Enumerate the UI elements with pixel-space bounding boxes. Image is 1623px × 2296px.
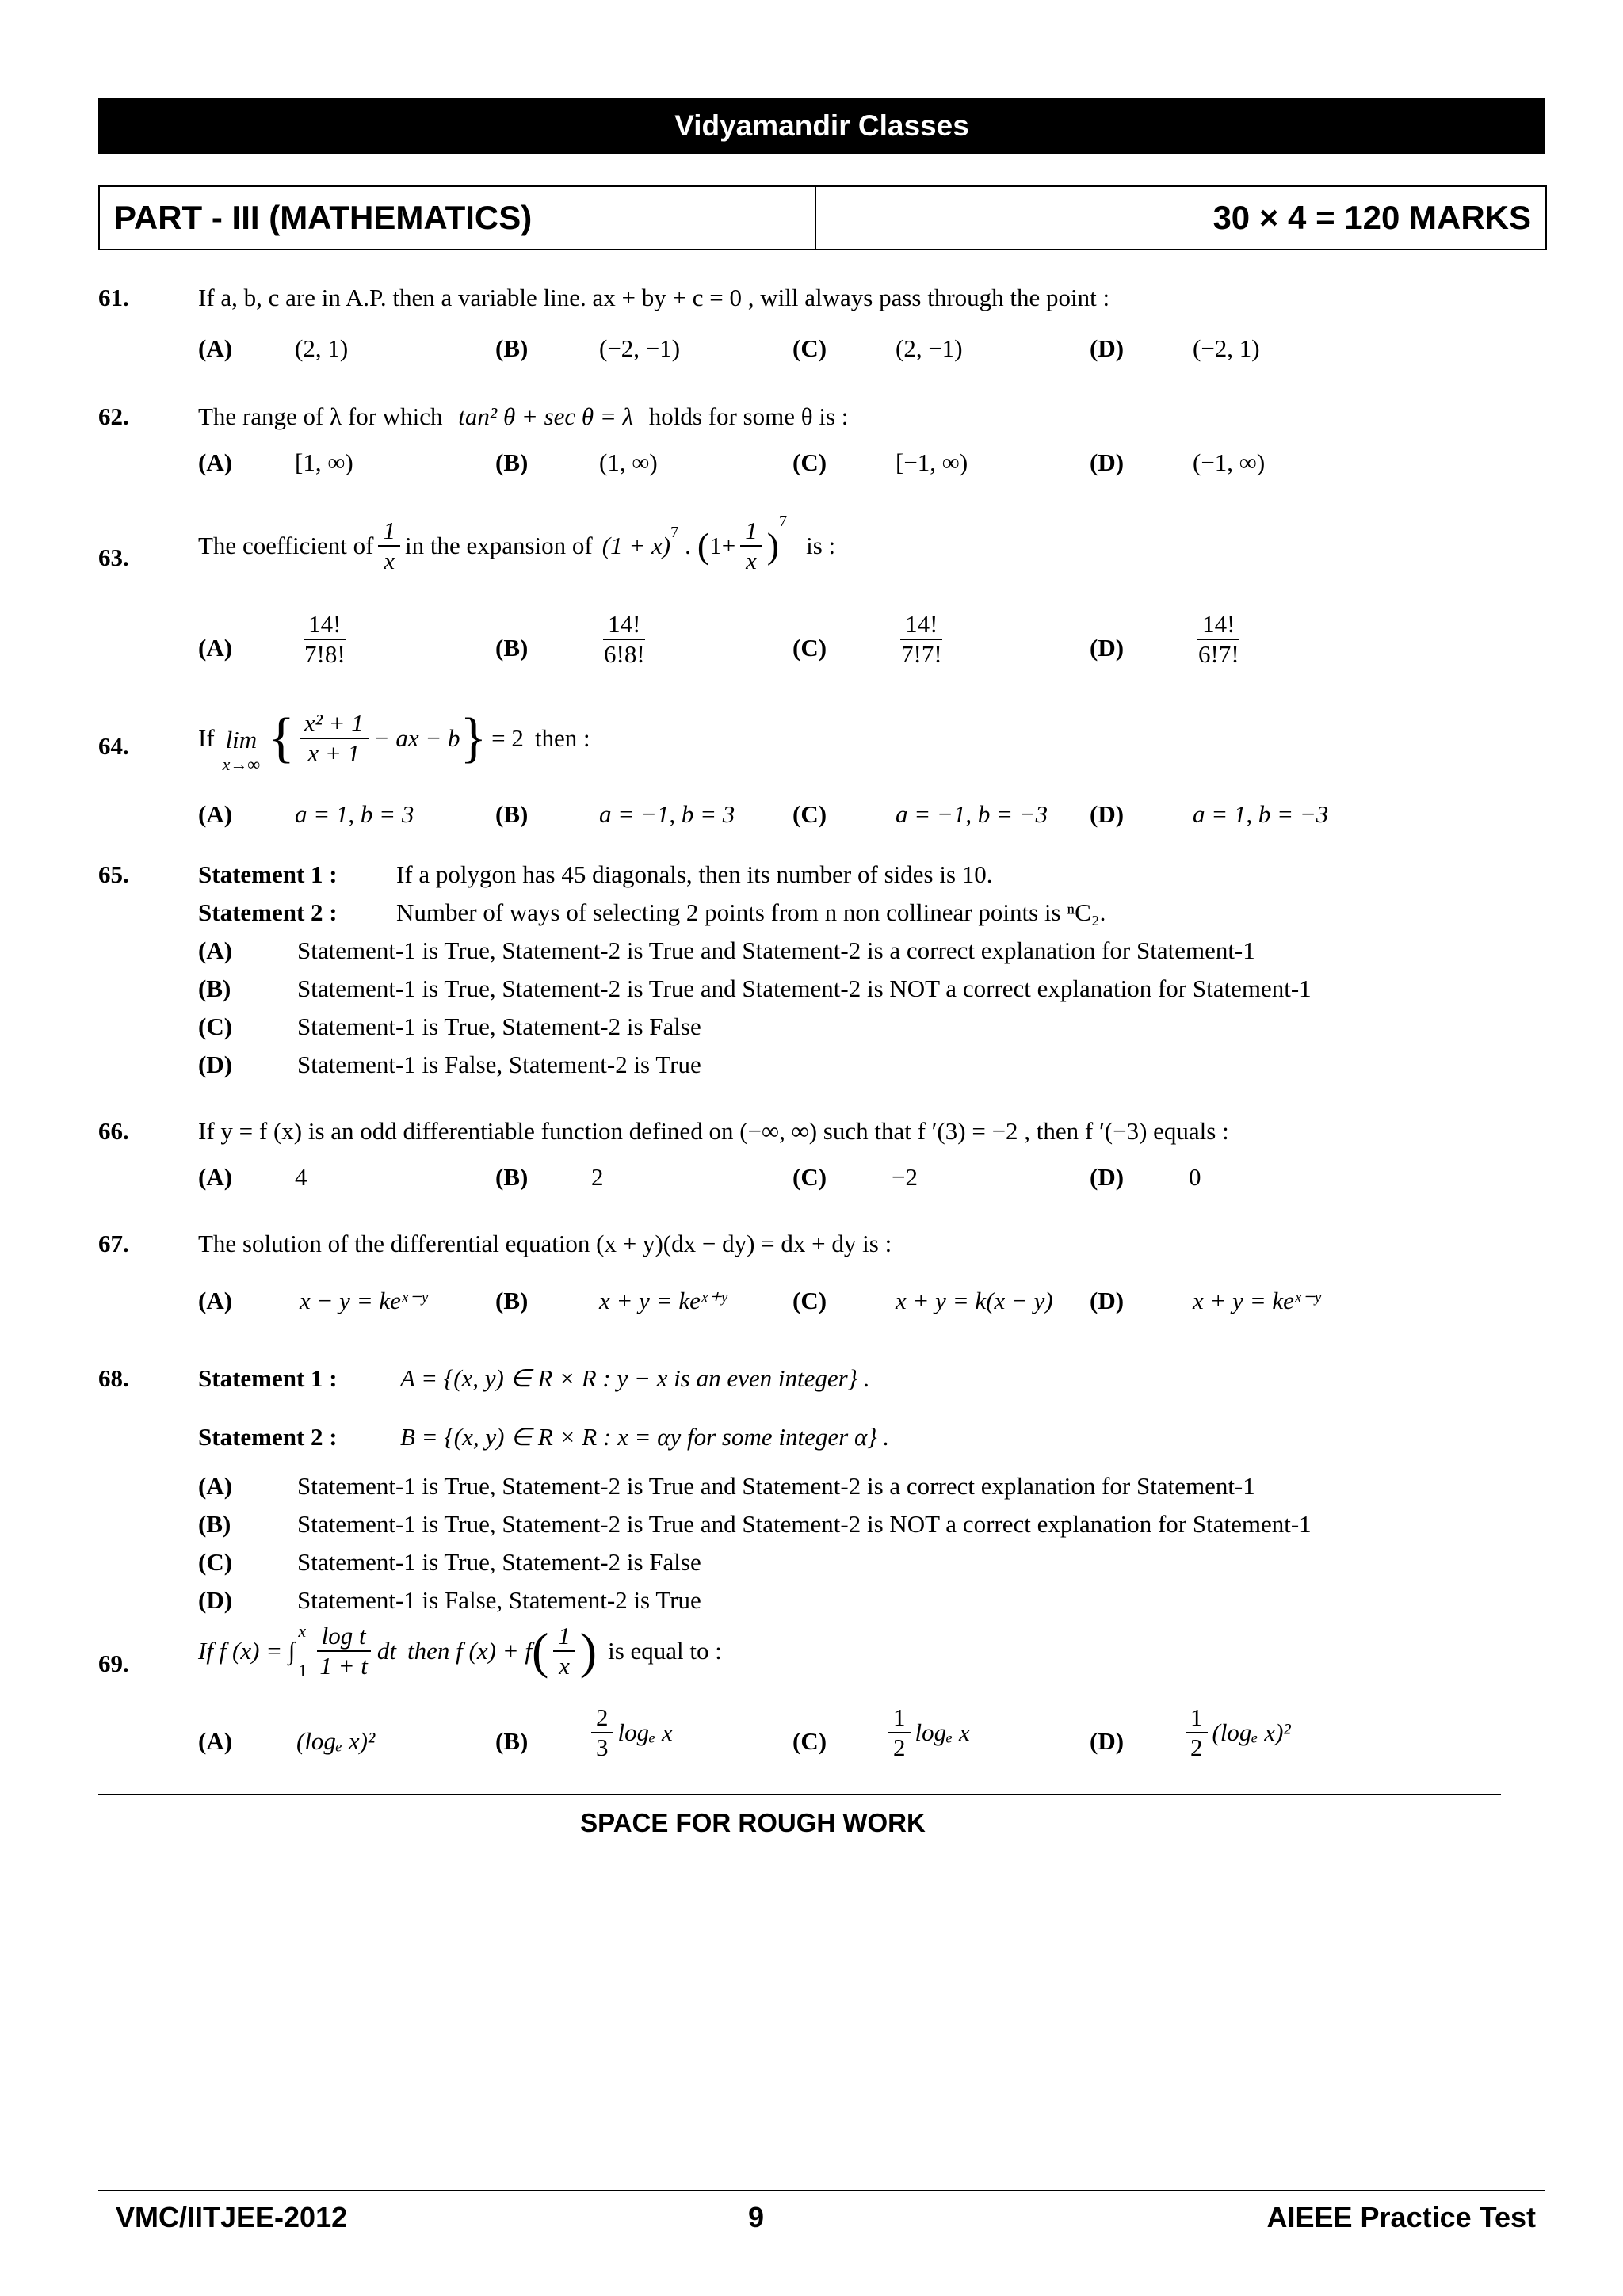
integral-upper: x (298, 1621, 307, 1641)
stem-dot: . (685, 531, 691, 559)
question-number: 61. (98, 284, 129, 311)
option-label-a: (A) (198, 334, 233, 362)
option-c: [−1, ∞) (896, 448, 968, 476)
option-label-b: (B) (495, 334, 529, 362)
option-numerator: 14! (304, 610, 346, 640)
option-b: Statement-1 is True, Statement-2 is True and Statement-2 is NOT a correct explanation for Statement-1 (297, 1510, 1312, 1538)
option-c: Statement-1 is True, Statement-2 is False (297, 1548, 701, 1576)
fraction (315, 1622, 372, 1680)
option-b: Statement-1 is True, Statement-2 is True and Statement-2 is NOT a correct explanation for Statement-1 (297, 974, 1312, 1002)
option-label-d: (D) (1090, 1163, 1125, 1191)
fraction-numerator: log t (317, 1622, 371, 1652)
option-label-b: (B) (495, 800, 529, 828)
option-a: Statement-1 is True, Statement-2 is True and Statement-2 is a correct explanation for Statement-1 (297, 1472, 1255, 1500)
option-denominator: 2 (893, 1733, 906, 1761)
option-b: (1, ∞) (599, 448, 658, 476)
question-number: 69. (98, 1650, 129, 1677)
option-denominator: 7!8! (304, 639, 346, 668)
option-a: x − y = keˣ⁻ʸ (300, 1287, 427, 1314)
option-a: [1, ∞) (295, 448, 353, 476)
header-bar (98, 98, 1545, 154)
option-label-a: (A) (198, 634, 233, 662)
option-label-a: (A) (198, 1287, 233, 1314)
statement-1: If a polygon has 45 diagonals, then its number of sides is 10. (396, 860, 993, 888)
fraction (378, 517, 400, 574)
option-b: (−2, −1) (599, 334, 681, 362)
limit (223, 702, 260, 775)
option-tail: logₑ x (915, 1718, 970, 1746)
option-label-c: (C) (792, 448, 827, 476)
question-stem (198, 702, 590, 775)
option-numerator: 1 (888, 1703, 911, 1733)
option-a: 4 (295, 1163, 307, 1191)
option-label-c: (C) (792, 634, 827, 662)
stem-pre: If (198, 724, 215, 752)
option-label-b: (B) (495, 634, 529, 662)
option-label-b: (B) (495, 448, 529, 476)
option-label-a: (A) (198, 936, 233, 964)
option-denominator: 6!8! (604, 639, 645, 668)
option-numerator: 14! (603, 610, 645, 640)
stem-equals: = 2 (491, 724, 524, 752)
option-label-d: (D) (1090, 448, 1125, 476)
option-label-b: (B) (495, 1163, 529, 1191)
question-number: 63. (98, 543, 129, 571)
option-label-c: (C) (792, 800, 827, 828)
stem-mid: in the expansion of (404, 531, 593, 559)
option-label-b: (B) (198, 1510, 231, 1538)
stem-pre: If f (x) = ∫ (198, 1637, 296, 1665)
option-c (892, 610, 952, 668)
stem-exponent: 7 (670, 524, 679, 542)
footer-right: AIEEE Practice Test (1266, 2201, 1536, 2233)
option-numerator: 1 (1186, 1703, 1208, 1733)
option-c: −2 (892, 1163, 918, 1191)
stem-mid: then f (x) + f (407, 1637, 532, 1665)
paren-open: ( (531, 1623, 549, 1679)
question-number: 62. (98, 402, 129, 430)
question-number: 66. (98, 1117, 129, 1145)
option-d: (−1, ∞) (1193, 448, 1266, 476)
option-label-a: (A) (198, 1727, 233, 1755)
fraction-numerator: 1 (553, 1622, 575, 1652)
fraction-denominator: x + 1 (307, 739, 361, 767)
fraction-denominator: x (384, 546, 395, 574)
question-stem (198, 1621, 722, 1681)
option-label-d: (D) (1090, 1727, 1125, 1755)
fraction (740, 517, 762, 574)
stem-expression: (1 + x) (601, 531, 671, 559)
option-a: (2, 1) (295, 334, 349, 362)
fraction (300, 709, 369, 767)
stem-post: holds for some θ is : (648, 402, 849, 430)
statement-2-label: Statement 2 : (198, 1423, 338, 1451)
integral-lower: 1 (298, 1661, 307, 1680)
paren-open: ( (697, 525, 710, 566)
option-numerator: 14! (900, 610, 942, 640)
option-tail: (logₑ x)² (1212, 1718, 1291, 1746)
option-d: a = 1, b = −3 (1193, 800, 1329, 828)
option-numerator: 14! (1197, 610, 1239, 640)
paren-close: ) (579, 1623, 598, 1679)
option-c: x + y = k(x − y) (896, 1287, 1053, 1314)
part-heading-box (98, 185, 1547, 250)
option-label-a: (A) (198, 448, 233, 476)
option-b: x + y = keˣ⁺ʸ (599, 1287, 727, 1314)
option-denominator: 3 (596, 1733, 609, 1761)
stem-post: is equal to : (608, 1637, 722, 1665)
limit-subscript: x→∞ (222, 754, 261, 774)
option-label-c: (C) (792, 1727, 827, 1755)
stem-exponent: 7 (779, 513, 788, 531)
question-number: 68. (98, 1364, 129, 1392)
option-d: 0 (1189, 1163, 1201, 1191)
stem-pre: The range of λ for which (198, 402, 443, 430)
option-label-c: (C) (198, 1548, 233, 1576)
option-a: (logₑ x)² (296, 1727, 376, 1755)
stem-post: then : (534, 724, 590, 752)
option-d: Statement-1 is False, Statement-2 is True (297, 1586, 701, 1614)
page-number: 9 (748, 2201, 765, 2233)
option-d: Statement-1 is False, Statement-2 is True (297, 1051, 701, 1078)
header-title: Vidyamandir Classes (674, 109, 969, 142)
question-stem: The solution of the differential equation (x + y)(dx − dy) = dx + dy is : (198, 1230, 892, 1257)
integral-limits (298, 1621, 307, 1681)
question-stem (198, 513, 836, 574)
option-label-c: (C) (792, 1163, 827, 1191)
fraction-denominator: 1 + t (319, 1652, 368, 1680)
option-c (884, 1703, 970, 1761)
option-a (295, 610, 355, 668)
option-a: Statement-1 is True, Statement-2 is True and Statement-2 is a correct explanation for Statement-1 (297, 936, 1255, 964)
option-denominator: 2 (1190, 1733, 1203, 1761)
question-stem (198, 402, 848, 431)
stem-dt: dt (376, 1637, 397, 1665)
option-label-d: (D) (198, 1051, 233, 1078)
option-tail: logₑ x (617, 1718, 673, 1746)
fraction-denominator: x (559, 1652, 570, 1680)
question-number: 65. (98, 860, 129, 888)
option-a: a = 1, b = 3 (295, 800, 414, 828)
option-label-a: (A) (198, 800, 233, 828)
question-stem: If y = f (x) is an odd differentiable function defined on (−∞, ∞) such that f ′(3) = −2 , then f ′(−3) equals : (198, 1117, 1229, 1145)
footer-left: VMC/IITJEE-2012 (116, 2201, 348, 2233)
option-label-c: (C) (198, 1013, 233, 1040)
fraction (553, 1622, 575, 1680)
option-denominator: 6!7! (1198, 639, 1239, 668)
option-d: (−2, 1) (1193, 334, 1260, 362)
stem-pre: The coefficient of (198, 531, 374, 559)
option-c: Statement-1 is True, Statement-2 is False (297, 1013, 701, 1040)
stem-one-plus: 1+ (709, 531, 736, 559)
footer-rule (98, 2190, 1545, 2191)
option-c: a = −1, b = −3 (896, 800, 1048, 828)
option-b (586, 1703, 673, 1761)
stem-post: is : (806, 531, 836, 559)
question-stem: If a, b, c are in A.P. then a variable line. ax + by + c = 0 , will always pass through the point : (198, 284, 1110, 311)
option-label-d: (D) (1090, 800, 1125, 828)
statement-1-label: Statement 1 : (198, 1364, 338, 1392)
statement-2-label: Statement 2 : (198, 898, 338, 926)
statement-1-label: Statement 1 : (198, 860, 338, 888)
option-label-b: (B) (198, 974, 231, 1002)
option-b: a = −1, b = 3 (599, 800, 735, 828)
option-numerator: 2 (591, 1703, 613, 1733)
fraction-denominator: x (746, 546, 757, 574)
statement-1: A = {(x, y) ∈ R × R : y − x is an even integer} . (400, 1364, 870, 1392)
option-label-d: (D) (1090, 634, 1125, 662)
option-label-c: (C) (792, 334, 827, 362)
option-b (594, 610, 655, 668)
question-number: 67. (98, 1230, 129, 1257)
option-label-b: (B) (495, 1287, 529, 1314)
question-number: 64. (98, 732, 129, 760)
stem-tail: − ax − b (372, 724, 460, 752)
divider-rule (98, 1794, 1501, 1795)
brace-close: } (460, 707, 487, 769)
fraction-numerator: 1 (378, 517, 400, 547)
option-denominator: 7!7! (901, 639, 942, 668)
option-d: x + y = keˣ⁻ʸ (1193, 1287, 1320, 1314)
option-b: 2 (591, 1163, 604, 1191)
part-marks: 30 × 4 = 120 MARKS (1212, 199, 1531, 236)
option-label-a: (A) (198, 1472, 233, 1500)
option-label-c: (C) (792, 1287, 827, 1314)
fraction-numerator: x² + 1 (300, 709, 369, 739)
limit-label: lim (225, 726, 258, 753)
option-label-b: (B) (495, 1727, 529, 1755)
option-label-d: (D) (198, 1586, 233, 1614)
paren-close: ) (766, 525, 780, 566)
option-label-d: (D) (1090, 1287, 1125, 1314)
statement-2: Number of ways of selecting 2 points from n non collinear points is ⁿC₂. (396, 898, 1106, 926)
option-label-a: (A) (198, 1163, 233, 1191)
fraction-numerator: 1 (740, 517, 762, 547)
option-d (1189, 610, 1249, 668)
brace-open: { (268, 707, 295, 769)
statement-2: B = {(x, y) ∈ R × R : x = αy for some integer α} . (400, 1423, 890, 1451)
option-label-d: (D) (1090, 334, 1125, 362)
option-c: (2, −1) (896, 334, 963, 362)
stem-expression: tan² θ + sec θ = λ (458, 402, 634, 430)
rough-work-label: SPACE FOR ROUGH WORK (580, 1808, 926, 1837)
part-title: PART - III (MATHEMATICS) (100, 187, 816, 249)
option-d (1181, 1703, 1291, 1761)
